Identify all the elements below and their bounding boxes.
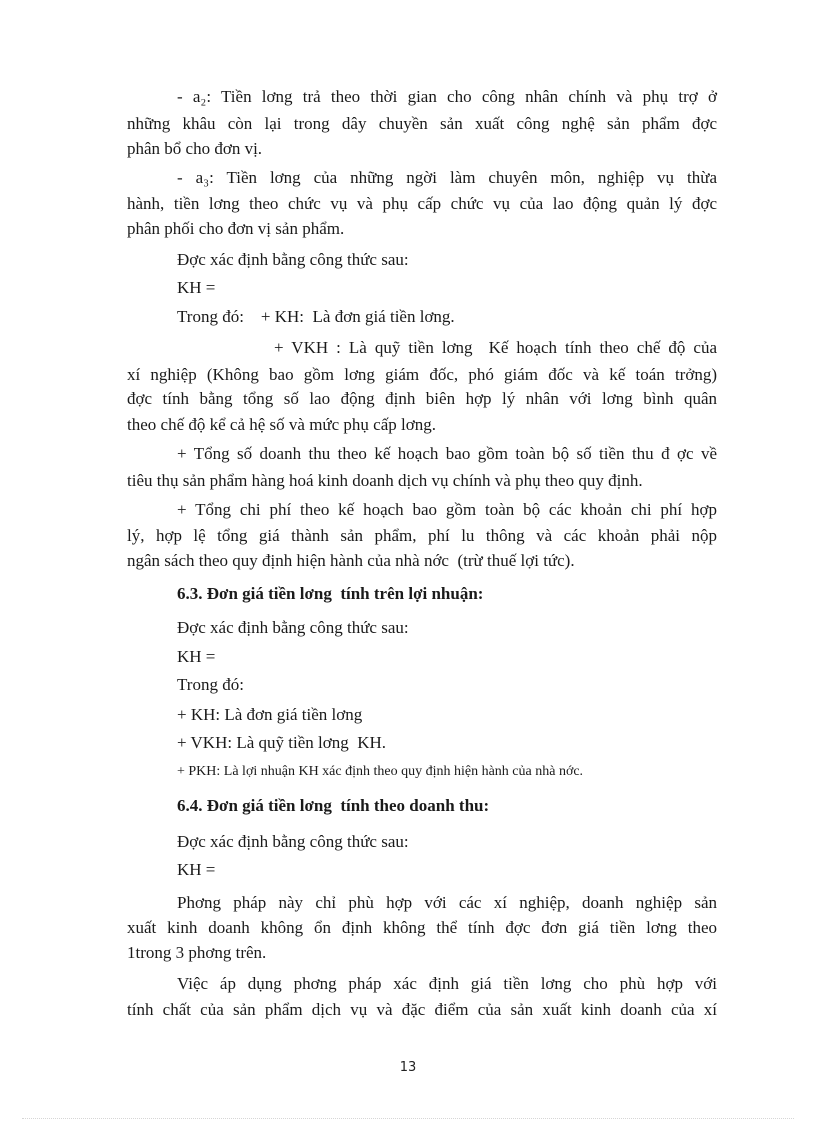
text-line: + VKH: Là quỹ tiền lơng KH. (177, 733, 387, 752)
text-line: Trong đó: (177, 675, 244, 694)
section-heading: 6.3. Đơn giá tiền lơng tính trên lợi nhuận: (177, 584, 484, 603)
text-line: ngân sách theo quy định hiện hành của nhà nớc (trừ thuế lợi tức). (127, 551, 575, 570)
text-line: phân bổ cho đơn vị. (127, 139, 263, 158)
text-line: hành, tiền lơng theo chức vụ và phụ cấp chức vụ của lao động quản lý đợc (127, 194, 717, 213)
page-number: 13 (399, 1060, 417, 1075)
text-line: KH = (177, 278, 216, 297)
text-line: Đợc xác định bằng công thức sau: (177, 832, 409, 851)
text-line: + VKH : Là quỹ tiền lơng Kế hoạch tính theo chế độ của (274, 338, 717, 357)
text-line: KH = (177, 647, 216, 666)
text-line: Đợc xác định bằng công thức sau: (177, 618, 409, 637)
text-line: + PKH: Là lợi nhuận KH xác định theo quy định hiện hành của nhà nớc. (177, 764, 584, 779)
text-line: tính chất của sản phẩm dịch vụ và đặc điểm của sản xuất kinh doanh của xí (127, 1000, 717, 1019)
text-line: Đợc xác định bằng công thức sau: (177, 250, 409, 269)
text-line: - a₂: Tiền lơng trả theo thời gian cho công nhân chính và phụ trợ ở (177, 87, 717, 106)
section-heading: 6.4. Đơn giá tiền lơng tính theo doanh thu: (177, 796, 490, 815)
text-line: + Tổng số doanh thu theo kế hoạch bao gồm toàn bộ số tiền thu đ ợc về (177, 444, 717, 463)
text-line: + Tổng chi phí theo kế hoạch bao gồm toàn bộ các khoản chi phí hợp (177, 500, 717, 519)
text-line: KH = (177, 860, 216, 879)
text-line: Trong đó: + KH: Là đơn giá tiền lơng. (177, 307, 455, 326)
text-line: lý, hợp lệ tổng giá thành sản phẩm, phí lu thông và các khoản phải nộp (127, 526, 717, 545)
text-line: những khâu còn lại trong dây chuyền sản xuất công nghệ sản phẩm đợc (127, 114, 717, 133)
text-line: Việc áp dụng phơng pháp xác định giá tiền lơng cho phù hợp với (177, 974, 717, 993)
text-line: - a₃: Tiền lơng của những ngời làm chuyên môn, nghiệp vụ thừa (177, 168, 717, 187)
text-line: tiêu thụ sản phẩm hàng hoá kinh doanh dịch vụ chính và phụ theo quy định. (127, 471, 643, 490)
text-line: 1trong 3 phơng trên. (127, 943, 267, 962)
page-border-dots (22, 1118, 794, 1119)
text-line: + KH: Là đơn giá tiền lơng (177, 705, 363, 724)
text-line: xí nghiệp (Không bao gồm lơng giám đốc, phó giám đốc và kế toán trởng) (127, 365, 717, 384)
text-line: phân phối cho đơn vị sản phẩm. (127, 219, 345, 238)
text-line: Phơng pháp này chỉ phù hợp với các xí nghiệp, doanh nghiệp sản (177, 893, 717, 912)
text-line: đợc tính bằng tổng số lao động định biên hợp lý nhân với lơng bình quân (127, 389, 717, 408)
text-line: theo chế độ kể cả hệ số và mức phụ cấp lơng. (127, 415, 436, 434)
text-line: xuất kinh doanh không ổn định không thể tính đợc đơn giá tiền lơng theo (127, 918, 717, 937)
